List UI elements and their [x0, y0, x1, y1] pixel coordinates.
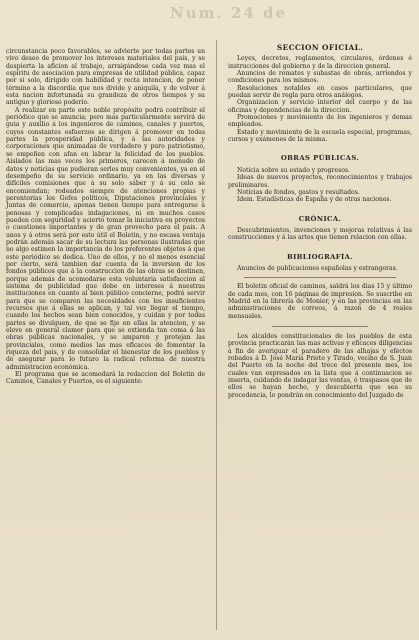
column-divider [216, 40, 217, 630]
section-rule [244, 277, 396, 278]
alcaldes-notice: Los alcaldes constitucionales de los pueblos de esta provincia practicarán las mas activas y eficaces diligencias á fin de averiguar el paradero de las alhajas y efectos robados á D. José María Prieto y Tirado, vecino de S. Juan del Puerto en la noche del trece del presente mes, los cuales van expresados en la lista que á continuacion se inserta, cuidando de indagar las ventas, ó traspasos que de ellos se hayan hecho, y descubierta que sea su procedencia, lo pondrán en conocimiento del Juzgado de [228, 332, 412, 399]
section-title-bibliografia: BIBLIOGRAFÍA. [286, 252, 354, 261]
paragraph: A realizar en parte este noble propósito podrá contribuir el periódico que se anuncia; pero mas particularmente servirá de guia y auxilio á los ingenieros de caminos, canales y puertos, cuyos constantes esfuerzos se dirigen á promover en todas partes la prosperidad pública, y á las autoridades y corporaciones que animadas de verdadero y puro patriotismo, se empeñen con afan en labrar la felicidad de los pueblos. Aislados las mas veces los primeros, carecen á menudo de datos y noticias que pudieran serles muy convenientes, ya en el desempeño de su servicio ordinario, ya en las diversas y difíciles comisiones que á su solo saber y á su celo se encomiendan; rodeados siempre de atenciones propias y perentorias los Gefes políticos, Diputaciones provinciales y Juntas de comercio, apenas tienen tiempo para entregarse á penosas y complicadas indagaciones, ni en muchos casos pueden con seguridad y acierto tomar la iniciativa en proyectos o cuestiones importantes y de gran provecho para el pais. A unos y á otros será por esto útil el Boletin, y no escasa ventaja podrán además sacar de su lectura las personas ilustradas que no algo estimen la importancia de los preferentes objetos á que este periódico se dedica. Uno de ellos, y no el menos esencial por cierto, será tambien dar cuenta de la inversion de los fondos públicos que á la construccion de las obras se destinen, porque además de acomodarse esta voluntaria satisfaccion al sistema de publicidad que debe en intereses á nuestras instituciones en cuanto al bien público concierne, podrá servir para que se comparen las necesidades con los insuficientes recursos que á ellas se aplican, y tal vez llegar el tiempo, cuando los hechos sean bien conocidos, y cuidan y por todas partes se divulguen, de que se fije en ellas la atencion, y se eleve en general clamor para que se extienda tan coma á las obras públicas nacionales, y se amparen y protejan las provinciales, como medios las mas eficaces de fomentar la riqueza del pais, y de consolidar el bienestar de los pueblos y de asegurar para lo futuro la radical reforma de nuestra administracion económica. [6, 106, 205, 371]
section-title-obras: OBRAS PÚBLICAS. [280, 154, 360, 163]
list-item: Estado y movimiento de la escuela especial, programas, cursos y exámenes de la misma. [228, 128, 412, 144]
section-title-oficial: SECCION OFICIAL. [276, 43, 364, 52]
paragraph: El programa que se acomodará la redaccion del Boletin de Caminos, Canales y Puertos, es el siguiente: [6, 371, 205, 386]
list-item: Noticias de fondos, gastos y resultados. [237, 188, 360, 196]
section-rule [272, 326, 368, 327]
list-item: Promociones y movimiento de los ingenieros y demas empleados. [228, 114, 412, 129]
show-through-header: Num. 24 de [170, 4, 288, 22]
section-obras-list [228, 167, 412, 204]
list-item: Descubrimientos, invenciones y mejoras relativas á las construcciones y á las artes que tienen relacion con ellas. [228, 226, 412, 242]
section-bibliografia-list [228, 265, 412, 272]
section-oficial-list [228, 55, 412, 143]
section-title-cronica: CRÓNICA. [298, 214, 342, 223]
list-item: Noticia sobre su estado y progresos. [237, 166, 350, 174]
list-item: Anuncios de remates y subastas de obras, arriendos y condiciones para los mismos. [228, 70, 412, 85]
list-item: Organizacion y servicio interior del cuerpo y de las oficinas y dependencias de la direccion. [228, 99, 412, 114]
list-item: Resoluciones notables en casos particulares, que puedan servir de regla para otros análogos. [228, 84, 412, 100]
list-item: Leyes, decretos, reglamentos, circulares, órdenes é instrucciones del gobierno y de la direccion general. [228, 55, 412, 70]
right-column [228, 0, 412, 640]
paragraph: circunstancia poco favorables, se advierte por todas partes un vivo deseo de promover los intereses materiales del pais, y se despierta la aficion al trabajo, arraigándose cada vez mas el espíritu de asociacion para empresas de utilidad pública, capaz por sí solo, dirigido con habilidad y recta intencion, de poner término a la discordia que nos divide y aniquila, y de volver á esta nacion infortunada su grandeza de otros tiempos y su antiguo y glorioso poderío. [6, 48, 205, 107]
list-item: Idem. Estadísticas de España y de otras naciones. [237, 196, 392, 204]
list-item: Anuncios de publicaciones españolas y estrangeras. [237, 264, 398, 272]
left-column [6, 0, 205, 640]
section-cronica-list [228, 227, 412, 242]
list-item: Ideas de nuevos proyectos, reconocimientos y trabajos preliminares. [228, 174, 412, 189]
subscription-notice: El boletin oficial de caminos, saldrá los dias 15 y último de cada mes, con 16 páginas de impresion. Se suscribe en Madrid en la librería de Monier, y en las provincias en las administraciones de correos, á razon de 4 reales mensuales. [228, 283, 412, 320]
